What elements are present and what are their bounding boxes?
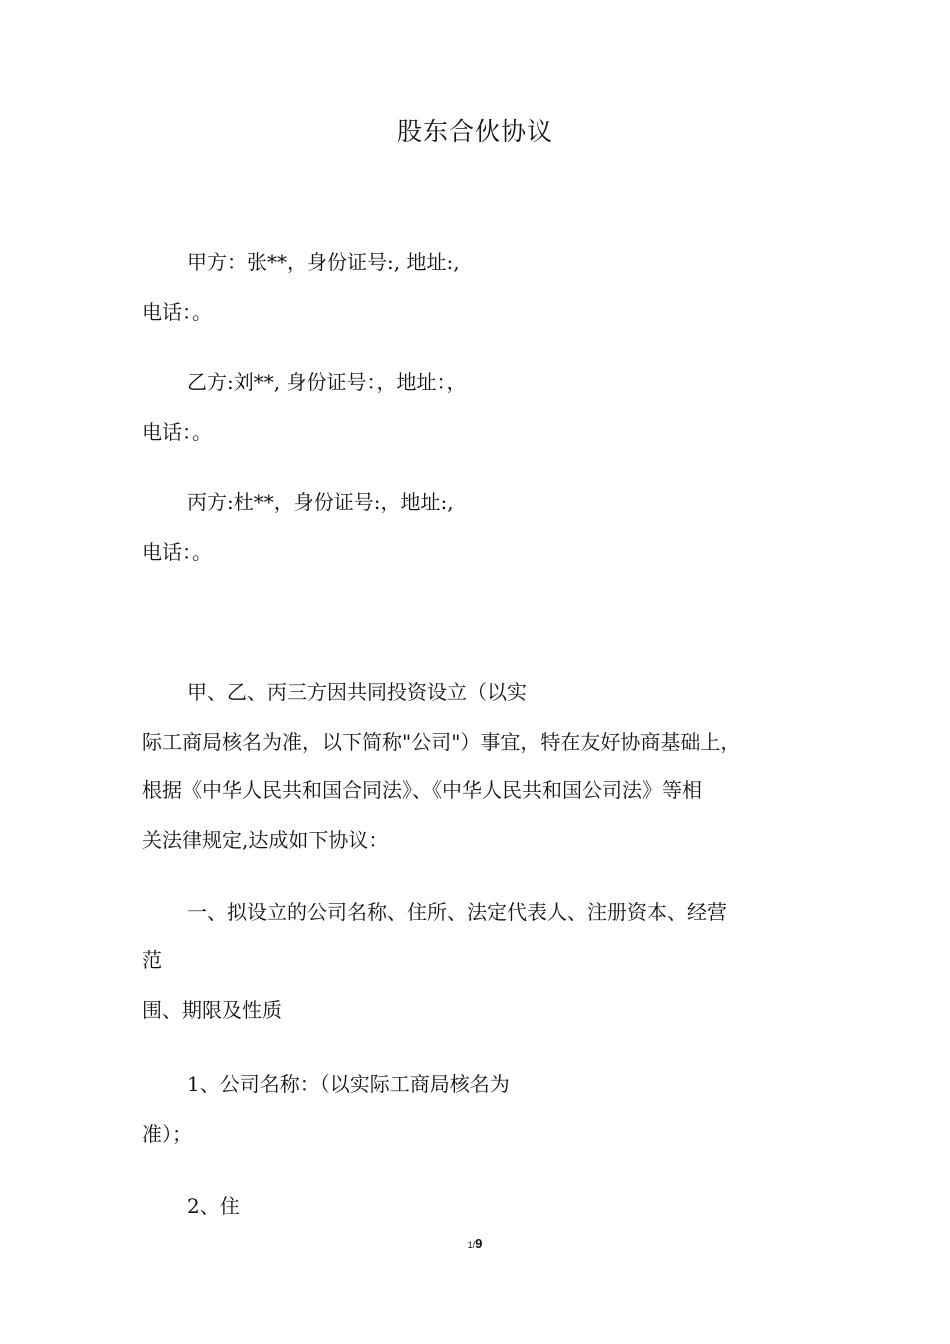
- party-a-line2: 电话：。: [142, 300, 212, 324]
- preamble-line4: 关法律规定,达成如下协议：: [142, 828, 389, 852]
- item1-line2: 准）；: [142, 1122, 192, 1146]
- item2-line1: 2、住: [187, 1194, 240, 1218]
- preamble-line2: 际工商局核名为准，以下简称"公司"）事宜，特在友好协商基础上，: [142, 730, 741, 754]
- party-b-line2: 电话：。: [142, 420, 212, 444]
- page-number-current: 1: [467, 1240, 473, 1250]
- section1-heading-line1: 一、拟设立的公司名称、住所、法定代表人、注册资本、经营: [187, 900, 727, 924]
- party-c-line2: 电话：。: [142, 540, 212, 564]
- party-b-line1: 乙方:刘**, 身份证号：，地址：，: [187, 370, 467, 394]
- page-number-total: 9: [475, 1236, 483, 1251]
- party-c-line1: 丙方:杜**，身份证号:，地址:,: [187, 490, 454, 514]
- party-a-line1: 甲方：张**，身份证号:, 地址:,: [187, 250, 460, 274]
- page-number: [0, 1236, 950, 1251]
- item1-line1: 1、公司名称：（以实际工商局核名为: [187, 1072, 510, 1096]
- section1-heading-line2: 范: [142, 948, 162, 972]
- page-number-separator: /: [472, 1240, 476, 1250]
- section1-heading-line3: 围、期限及性质: [142, 998, 282, 1022]
- preamble-line1: 甲、乙、丙三方因共同投资设立（以实: [187, 680, 527, 704]
- preamble-line3: 根据《中华人民共和国合同法》、《中华人民共和国公司法》等相: [142, 778, 702, 802]
- page-title: 股东合伙协议: [396, 117, 553, 146]
